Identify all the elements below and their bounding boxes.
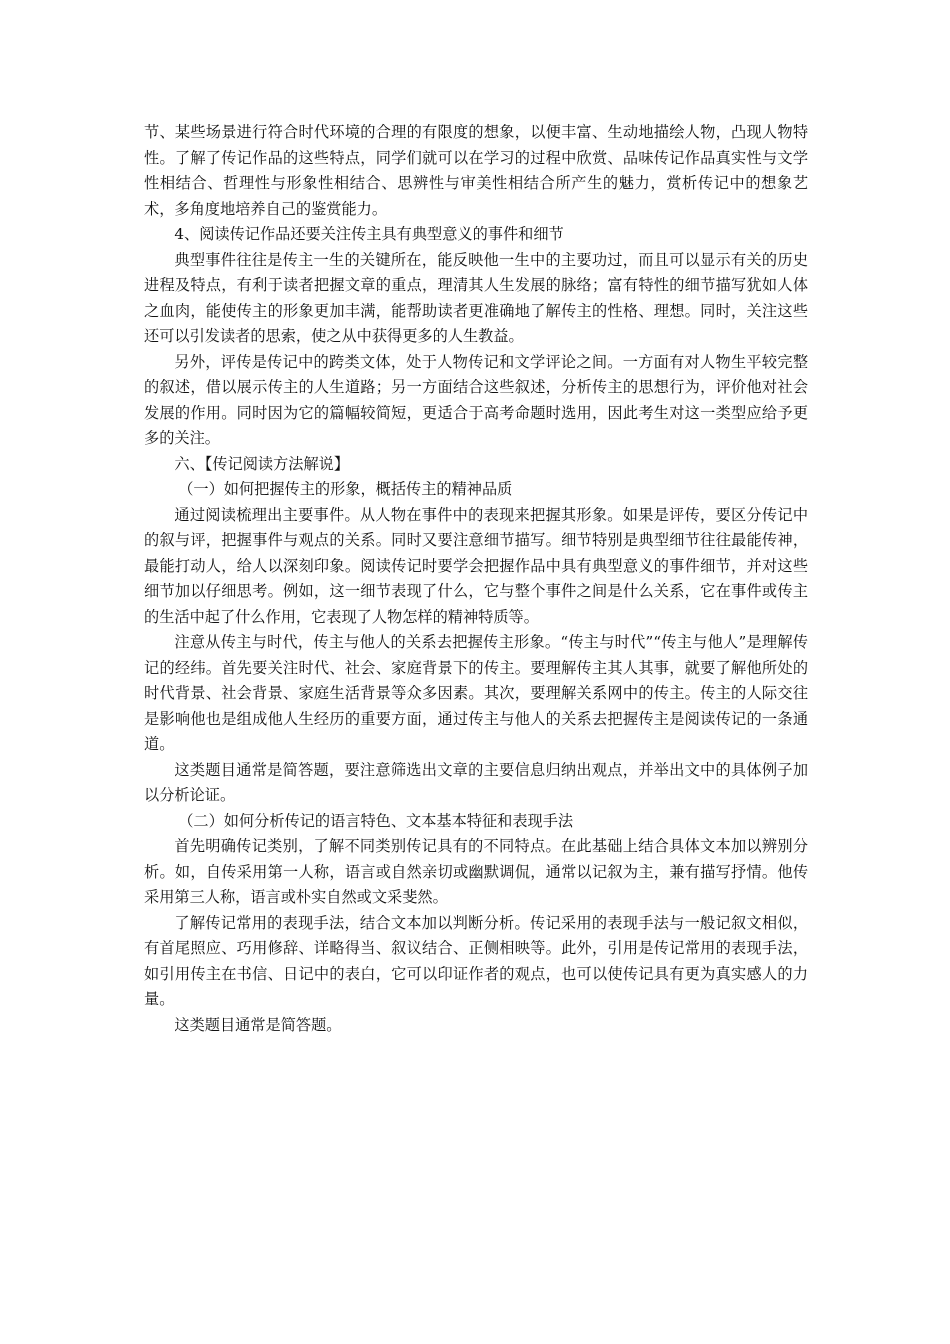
paragraph-techniques: 了解传记常用的表现手法，结合文本加以判断分析。传记采用的表现手法与一般记叙文相似，有首尾照应、巧用修辞、详略得当、叙议结合、正侧相映等。此外，引用是传记常用的表现手法，如引用传主在书信、日记中的表白，它可以印证作者的观点，也可以使传记具有更为真实感人的力量。 (144, 913, 808, 1008)
section-heading-6: 六、【传记阅读方法解说】 (174, 454, 350, 473)
paragraph-continuation: 节、某些场景进行符合时代环境的合理的有限度的想象，以便丰富、生动地描绘人物，凸现人物特性。了解了传记作品的这些特点，同学们就可以在学习的过程中欣赏、品味传记作品真实性与文学性相结合、哲理性与形象性相结合、思辨性与审美性相结合所产生的魅力，赏析传记中的想象艺术，多角度地培养自己的鉴赏能力。 (144, 123, 808, 218)
subsection-heading-1: （一）如何把握传主的形象，概括传主的精神品质 (178, 480, 513, 498)
paragraph-short-answer-1: 这类题目通常是简答题，要注意筛选出文章的主要信息归纳出观点，并举出文中的具体例子加以分析论证。 (144, 760, 808, 804)
paragraph-short-answer-2: 这类题目通常是简答题。 (174, 1015, 342, 1034)
section-heading-4: 4、阅读传记作品还要关注传主具有典型意义的事件和细节 (174, 225, 564, 243)
subsection-heading-2: （二）如何分析传记的语言特色、文本基本特征和表现手法 (178, 811, 574, 830)
paragraph-biography-types: 首先明确传记类别，了解不同类别传记具有的不同特点。在此基础上结合具体文本加以辨别分析。如，自传采用第一人称，语言或自然亲切或幽默调侃，通常以记叙为主，兼有描写抒情。他传采用第三人称，语言或朴实自然或文采斐然。 (144, 837, 808, 906)
paragraph-critical-biography: 另外，评传是传记中的跨类文体，处于人物传记和文学评论之间。一方面有对人物生平较完整的叙述，借以展示传主的人生道路；另一方面结合这些叙述，分析传主的思想行为，评价他对社会发展的作用。同时因为它的篇幅较简短，更适合于高考命题时选用，因此考生对这一类型应给予更多的关注。 (144, 352, 808, 447)
document-page (144, 120, 808, 1038)
paragraph-typical-events: 典型事件往往是传主一生的关键所在，能反映他一生中的主要功过，而且可以显示有关的历史进程及特点，有利于读者把握文章的重点，理清其人生发展的脉络；富有特性的细节描写犹如人体之血肉，能使传主的形象更加丰满，能帮助读者更准确地了解传主的性格、理想。同时，关注这些还可以引发读者的思索，使之从中获得更多的人生教益。 (144, 250, 808, 345)
paragraph-era-relations: 注意从传主与时代，传主与他人的关系去把握传主形象。“传主与时代”“传主与他人”是理解传记的经纬。首先要关注时代、社会、家庭背景下的传主。要理解传主其人其事，就要了解他所处的时代背景、社会背景、家庭生活背景等众多因素。其次，要理解关系网中的传主。传主的人际交往是影响他也是组成他人生经历的重要方面，通过传主与他人的关系去把握传主是阅读传记的一条通道。 (144, 633, 808, 753)
paragraph-main-events: 通过阅读梳理出主要事件。从人物在事件中的表现来把握其形象。如果是评传，要区分传记中的叙与评，把握事件与观点的关系。同时又要注意细节描写。细节特别是典型细节往往最能传神，最能打动人，给人以深刻印象。阅读传记时要学会把握作品中具有典型意义的事件细节，并对这些细节加以仔细思考。例如，这一细节表现了什么，它与整个事件之间是什么关系，它在事件或传主的生活中起了什么作用，它表现了人物怎样的精神特质等。 (144, 505, 808, 626)
